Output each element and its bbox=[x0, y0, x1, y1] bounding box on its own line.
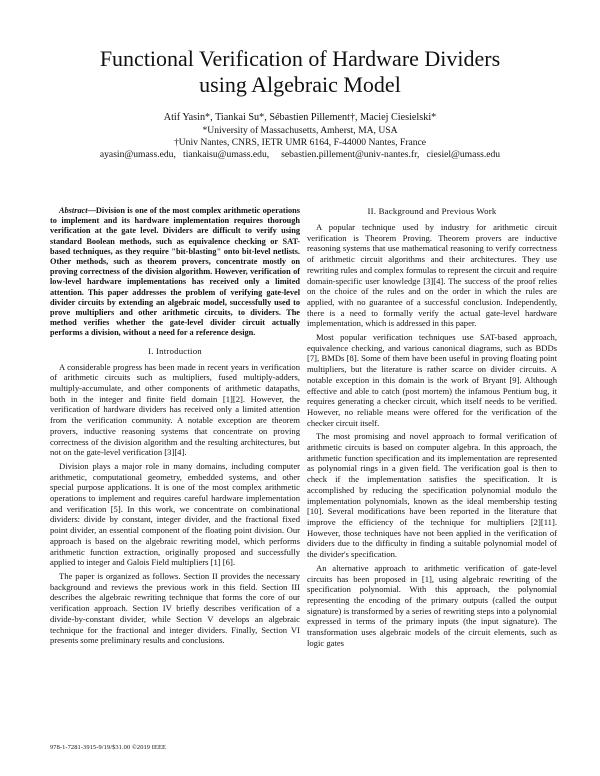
affiliation-nantes: †Univ Nantes, CNRS, IETR UMR 6164, F-44000 Nantes, France bbox=[173, 137, 427, 148]
left-column bbox=[50, 206, 300, 649]
author-block bbox=[40, 112, 560, 161]
intro-paragraph-1: A considerable progress has been made in recent years in verification of arithmetic circuits such as multipliers, fused multiply-adders, multiply-accumulate, and other components of arithmetic datapaths, both in the integer and finite field domain [1][2]. However, the verification of hardware dividers has received only a limited attention from the verification community. A notable exception are theorem provers, inductive reasoning systems that concentrate on proving correctness of the division algorithm and the resulting architectures, but not on the gate-level verification [3][4]. bbox=[50, 361, 300, 458]
author-names: Atif Yasin*, Tiankai Su*, Sébastien Pillement†, Maciej Ciesielski* bbox=[163, 112, 437, 123]
background-paragraph-1: A popular technique used by industry for arithmetic circuit verification is Theorem Proving. Theorem provers are inductive reasoning systems that use mathematical reasoning to verify correctness of arithmetic circuit algorithms and their architectures. They use rewriting rules and complex formulas to represent the circuit and require domain-specific user knowledge [3][4]. The success of the proof relies on the choice of the rules and on the order in which the rules are applied, with no guarantee of a successful conclusion. Independently, there is a need to formally verify the actual gate-level hardware implementation, which is addressed in this paper. bbox=[307, 222, 557, 329]
title-line-1: Functional Verification of Hardware Dividers bbox=[99, 46, 501, 71]
abstract-text: Division is one of the most complex arithmetic operations to implement and its hardware implementation requires thorough verification at the gate level. Dividers are difficult to verify using standard Boolean methods, such as equivalence checking or SAT-based techniques, as they require "bit-blasting" onto bit-level netlists. Other methods, such as theorem provers, concentrate mostly on proving correctness of the division algorithm. However, verification of low-level hardware implementations has received only a limited attention. This paper addresses the problem of verifying gate-level divider circuits by extending an algebraic model, successfully used to prove multipliers and other arithmetic circuits, to dividers. The method verifies whether the gate-level divider circuit actually performs a division, without a need for a reference design. bbox=[50, 206, 300, 338]
title-line-2: using Algebraic Model bbox=[199, 72, 401, 97]
background-paragraph-4: An alternative approach to arithmetic verification of gate-level circuits has been proposed in [1], using algebraic rewriting of the specification polynomial. With this approach, the polynomial representing the encoding of the primary outputs (called the output signature) is transformed by a series of rewriting steps into a polynomial expressed in terms of the primary inputs (the input signature). The transformation uses algebraic models of the circuit elements, such as logic gates bbox=[307, 562, 557, 648]
background-paragraph-2: Most popular verification techniques use SAT-based approach, equivalence checking, and various canonical diagrams, such as BDDs [7], BMDs [8]. Some of them have been useful in proving floating point multipliers, but the literature is rather scarce on divider circuits. A notable exception in this domain is the work of Bryant [9]. Although effective and able to catch (post mortem) the infamous Pentium bug, it requires generating a checker circuit, which itself needs to be verified. However, no reliable means were offered for the verification of the checker circuit itself. bbox=[307, 332, 557, 428]
abstract bbox=[50, 206, 300, 339]
paper-title bbox=[40, 46, 560, 98]
intro-paragraph-2: Division plays a major role in many domains, including computer arithmetic, computational geometry, embedded systems, and other special purpose applications. It is one of the most complex arithmetic operations to implement and requires careful hardware implementation and verification [5]. In this work, we concentrate on combinational dividers: divide by constant, integer divider, and the fractional fixed point divider, an essential component of the floating point division. Our approach is based on the algebraic rewriting model, which performs arithmetic function extraction, originally proposed and successfully applied to integer and Galois Field multipliers [1] [6]. bbox=[50, 460, 300, 568]
copyright-footer: 978-1-7281-3915-9/19/$31.00 ©2019 IEEE bbox=[50, 744, 167, 751]
background-paragraph-3: The most promising and novel approach to formal verification of arithmetic circuits is based on computer algebra. In this approach, the arithmetic function specification and its implementation are represented as polynomial rings in a given field. The verification goal is then to check if the implementation satisfies the specification. It is accomplished by reducing the specification polynomial modulo the implementation polynomials, known as the ideal membership testing [10]. Several modifications have been reported in the literature that improve the efficiency of the technique for multipliers [2][11]. However, those techniques have not been applied in the verification of dividers due to the difficulty in finding a suitable polynomial model of the divider's specification. bbox=[307, 431, 557, 560]
intro-paragraph-3: The paper is organized as follows. Section II provides the necessary background and reviews the previous work in this field. Section III describes the algebraic rewriting technique that forms the core of our verification approach. Section IV briefly describes verification of a divide-by-constant divider, while Section V develops an algebraic technique for the fractional and integer dividers. Finally, Section VI presents some preliminary results and conclusions. bbox=[50, 571, 300, 646]
abstract-label: Abstract— bbox=[59, 206, 96, 215]
author-emails: ayasin@umass.edu, tiankaisu@umass.edu, sebastien.pillement@univ-nantes.fr, ciesiel@umass.edu bbox=[99, 149, 501, 160]
affiliation-umass: *University of Massachusetts, Amherst, MA, USA bbox=[202, 125, 398, 136]
right-column bbox=[307, 206, 557, 651]
section-heading-background: II. Background and Previous Work bbox=[367, 206, 497, 216]
section-heading-introduction: I. Introduction bbox=[148, 345, 202, 356]
